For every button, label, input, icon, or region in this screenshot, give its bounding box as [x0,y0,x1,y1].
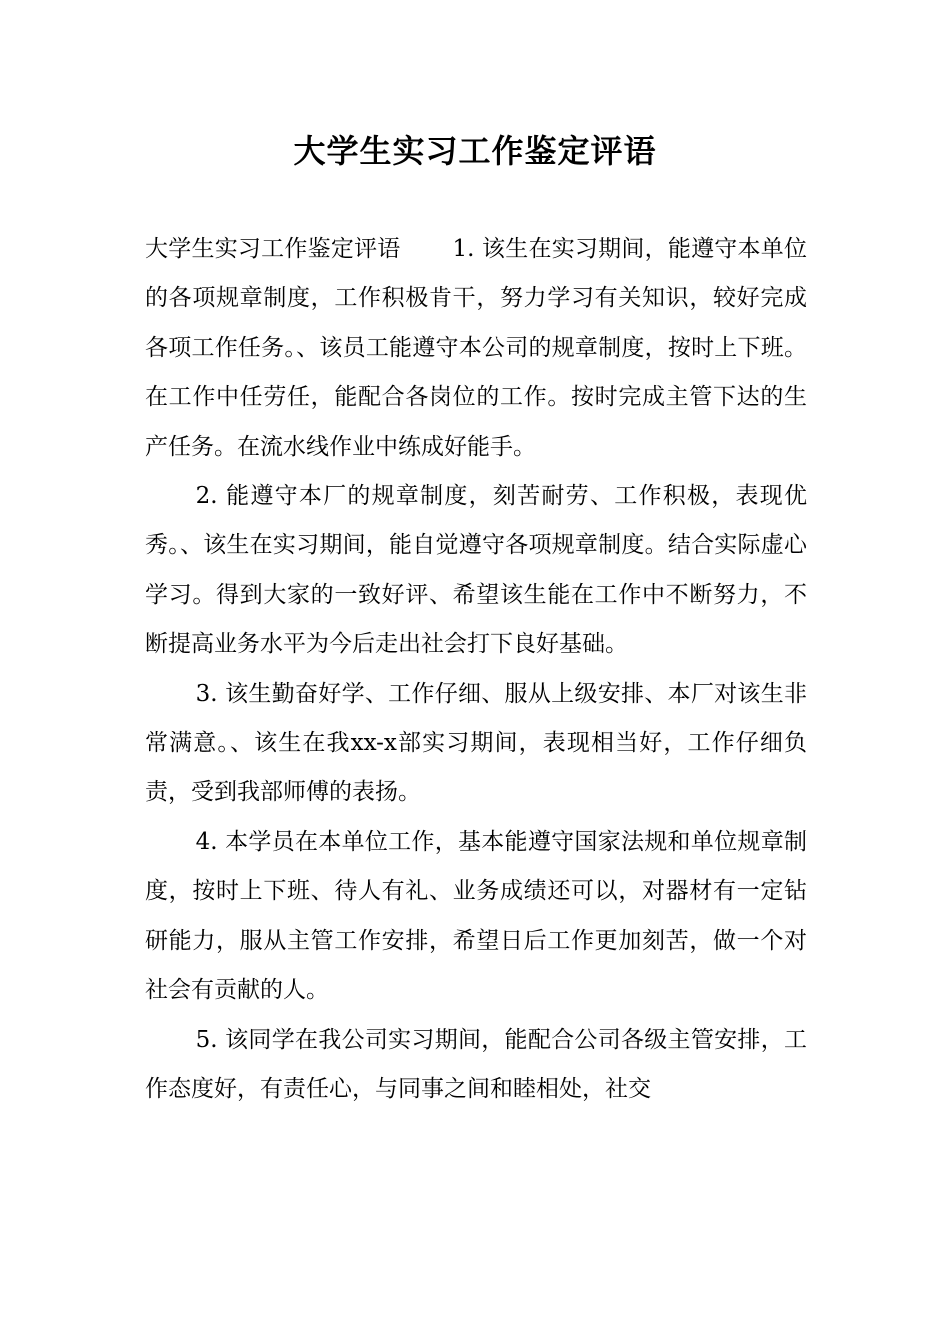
paragraph-3: 3. 该生勤奋好学、工作仔细、服从上级安排、本厂对该生非常满意。、该生在我xx-x部实习期间，表现相当好，工作仔细负责，受到我部师傅的表扬。 [145,680,807,806]
paragraph-1-text: 1. 该生在实习期间，能遵守本单位的各项规章制度，工作积极肯干，努力学习有关知识，较好完成各项工作任务。、该员工能遵守本公司的规章制度，按时上下班。在工作中任劳任，能配合各岗位的工作。按时完成主管下达的生产任务。在流水线作业中练成好能手。 [145,236,807,460]
document-title: 大学生实习工作鉴定评语 [293,132,657,170]
paragraph-2: 2. 能遵守本厂的规章制度，刻苦耐劳、工作积极，表现优秀。、该生在实习期间，能自觉遵守各项规章制度。结合实际虚心学习。得到大家的一致好评、希望该生能在工作中不断努力，不断提高业务水平为今后走出社会打下良好基础。 [145,483,807,658]
document-body [145,225,807,1114]
paragraph-4: 4. 本学员在本单位工作，基本能遵守国家法规和单位规章制度，按时上下班、待人有礼、业务成绩还可以，对器材有一定钻研能力，服从主管工作安排，希望日后工作更加刻苦，做一个对社会有贡献的人。 [145,828,807,1004]
lead-label: 大学生实习工作鉴定评语 [145,236,401,262]
paragraph-5: 5. 该同学在我公司实习期间，能配合公司各级主管安排，工作态度好，有责任心，与同事之间和睦相处，社交 [145,1026,807,1102]
paragraph-1 [145,225,807,472]
